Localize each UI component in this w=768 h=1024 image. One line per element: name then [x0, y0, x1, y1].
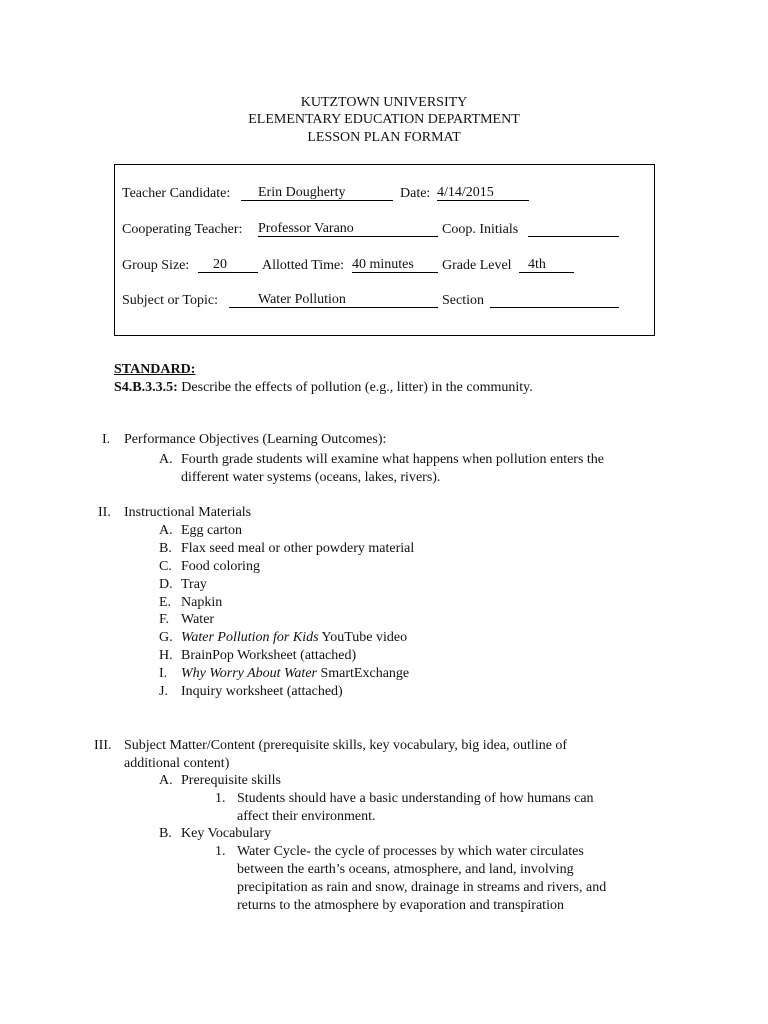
standard-heading: STANDARD: [114, 362, 196, 377]
list-item-letter: B. [159, 541, 172, 556]
list-item-letter: C. [159, 559, 172, 574]
section-label: Section [442, 293, 484, 308]
grade-level-label: Grade Level [442, 258, 512, 273]
list-item-letter: G. [159, 630, 173, 645]
cooperating-teacher-label: Cooperating Teacher: [122, 222, 243, 237]
section-3-a1-number: 1. [215, 791, 226, 806]
university-name: KUTZTOWN UNIVERSITY [300, 95, 468, 110]
standard-text: Describe the effects of pollution (e.g., litter) in the community. [177, 380, 533, 395]
allotted-time-value: 40 minutes [352, 258, 438, 273]
list-item-letter: I. [159, 666, 168, 681]
section-3-b1-line3: precipitation as rain and snow, drainage in streams and rivers, and [237, 880, 607, 895]
teacher-candidate-label: Teacher Candidate: [122, 186, 231, 201]
list-item-letter: F. [159, 612, 170, 627]
section-3-b1-line2: between the earth’s oceans, atmosphere, and land, involving [237, 862, 574, 877]
section-3-a1-line2: affect their environment. [237, 809, 376, 824]
standard-code: S4.B.3.3.5: [114, 380, 178, 395]
list-item-letter: D. [159, 577, 173, 592]
section-3-a-letter: A. [159, 773, 173, 788]
video-title: Water Pollution for Kids [181, 630, 319, 645]
subject-label: Subject or Topic: [122, 293, 218, 308]
section-1-title: Performance Objectives (Learning Outcomes): [124, 432, 387, 447]
list-item: Tray [181, 577, 207, 592]
section-2-numeral: II. [98, 505, 111, 520]
allotted-time-label: Allotted Time: [262, 258, 345, 273]
document-title: LESSON PLAN FORMAT [307, 130, 461, 145]
section-3-b1-number: 1. [215, 844, 226, 859]
group-size-value: 20 [198, 258, 258, 273]
department-name: ELEMENTARY EDUCATION DEPARTMENT [248, 112, 520, 127]
grade-level-value: 4th [519, 258, 574, 273]
lesson-title: Why Worry About Water [181, 666, 317, 681]
subject-value: Water Pollution [229, 293, 438, 308]
list-item-text: YouTube video [318, 630, 408, 645]
list-item-text: SmartExchange [316, 666, 410, 681]
section-1-a-line2: different water systems (oceans, lakes, rivers). [181, 470, 441, 485]
date-value: 4/14/2015 [437, 186, 529, 201]
list-item: Flax seed meal or other powdery material [181, 541, 415, 556]
section-3-b1-line1: Water Cycle- the cycle of processes by which water circulates [237, 844, 584, 859]
section-3-title-line1: Subject Matter/Content (prerequisite skills, key vocabulary, big idea, outline of [124, 738, 568, 753]
section-1-a-line1: Fourth grade students will examine what happens when pollution enters the [181, 452, 605, 467]
coop-initials-value [528, 222, 619, 237]
list-item: Egg carton [181, 523, 243, 538]
list-item-letter: J. [159, 684, 168, 699]
section-value [490, 293, 619, 308]
list-item [181, 630, 407, 646]
list-item [181, 666, 409, 682]
cooperating-teacher-value: Professor Varano [258, 222, 438, 237]
section-3-b-letter: B. [159, 826, 172, 841]
list-item: Napkin [181, 595, 223, 610]
list-item-letter: A. [159, 523, 173, 538]
coop-initials-label: Coop. Initials [442, 222, 519, 237]
section-2-title: Instructional Materials [124, 505, 252, 520]
teacher-candidate-value: Erin Dougherty [241, 186, 393, 201]
date-label: Date: [400, 186, 431, 201]
section-3-numeral: III. [94, 738, 112, 753]
section-1-numeral: I. [102, 432, 111, 447]
list-item: Inquiry worksheet (attached) [181, 684, 343, 699]
section-3-a1-line1: Students should have a basic understanding of how humans can [237, 791, 594, 806]
list-item: BrainPop Worksheet (attached) [181, 648, 357, 663]
group-size-label: Group Size: [122, 258, 190, 273]
section-3-b-title: Key Vocabulary [181, 826, 272, 841]
list-item: Food coloring [181, 559, 260, 574]
list-item: Water [181, 612, 215, 627]
list-item-letter: H. [159, 648, 173, 663]
standard-line [114, 380, 533, 396]
list-item-letter: E. [159, 595, 172, 610]
section-3-b1-line4: returns to the atmosphere by evaporation and transpiration [237, 898, 564, 913]
section-1-a-letter: A. [159, 452, 173, 467]
section-3-title-line2: additional content) [124, 756, 230, 771]
section-3-a-title: Prerequisite skills [181, 773, 281, 788]
